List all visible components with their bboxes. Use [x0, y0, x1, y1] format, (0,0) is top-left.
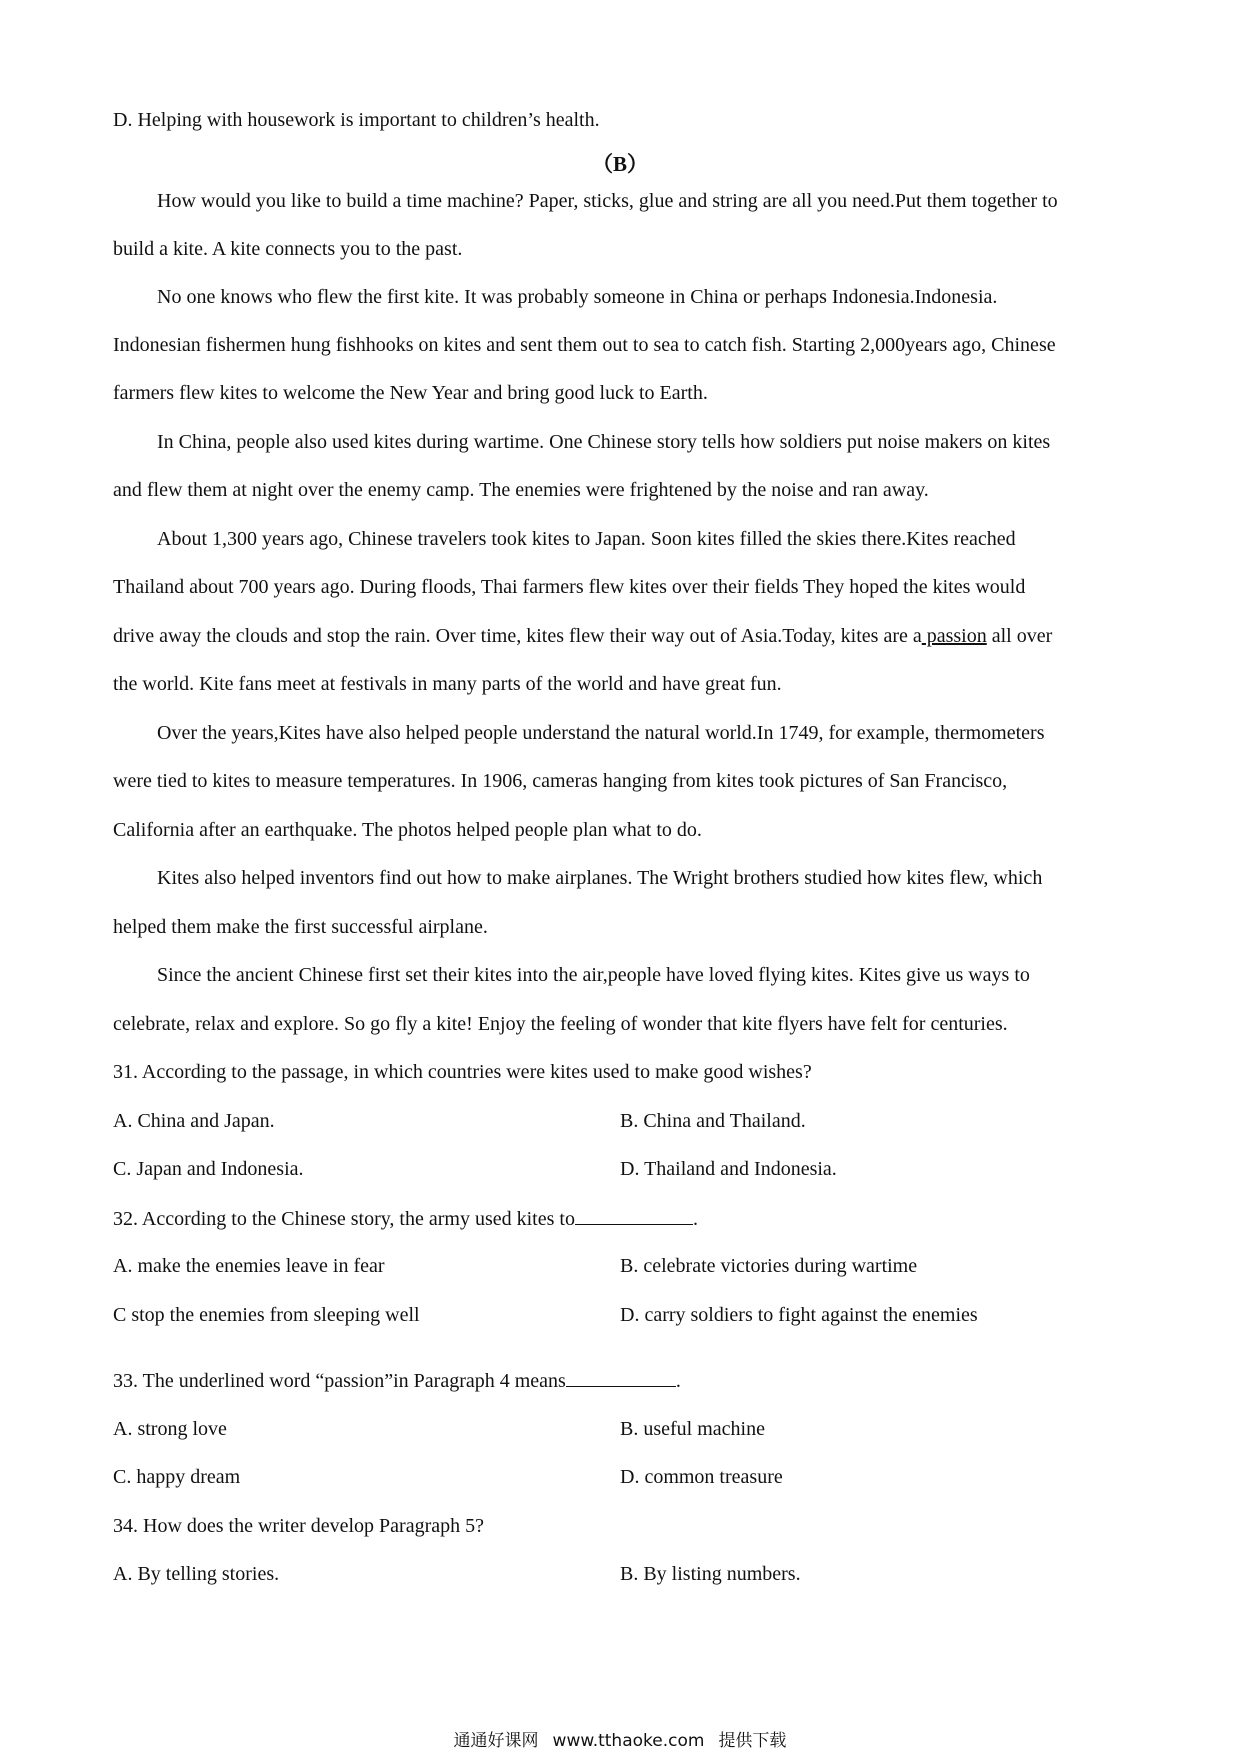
- question-32-option-a: A. make the enemies leave in fear: [113, 1255, 385, 1277]
- passage-line: In China, people also used kites during wartime. One Chinese story tells how soldiers put noise makers on kites: [157, 431, 1051, 453]
- passage-text: drive away the clouds and stop the rain. Over time, kites flew their way out of Asia.Today, kites are a: [113, 625, 922, 647]
- footer-site-name: 通通好课网: [453, 1731, 539, 1751]
- question-31-option-b: B. China and Thailand.: [620, 1110, 806, 1132]
- question-33-stem-end: .: [675, 1370, 681, 1392]
- passage-line: build a kite. A kite connects you to the past.: [113, 238, 463, 260]
- underlined-word-passion: passion: [921, 625, 987, 647]
- section-title: （B）: [591, 152, 648, 176]
- question-32-option-c: C stop the enemies from sleeping well: [113, 1304, 420, 1326]
- answer-blank: [575, 1206, 693, 1225]
- question-33-option-c: C. happy dream: [113, 1466, 241, 1488]
- passage-line: and flew them at night over the enemy camp. The enemies were frightened by the noise and ran away.: [113, 479, 929, 501]
- passage-line: Over the years,Kites have also helped people understand the natural world.In 1749, for example, thermometers: [157, 722, 1045, 744]
- question-32-option-d: D. carry soldiers to fight against the enemies: [620, 1304, 978, 1326]
- question-32-option-b: B. celebrate victories during wartime: [620, 1255, 918, 1277]
- question-33-stem-line: [113, 1368, 1133, 1393]
- passage-line: celebrate, relax and explore. So go fly a kite! Enjoy the feeling of wonder that kite flyers have felt for centuries.: [113, 1013, 1008, 1035]
- passage-line: the world. Kite fans meet at festivals in many parts of the world and have great fun.: [113, 673, 782, 695]
- footer-watermark: [0, 1726, 1240, 1751]
- previous-option-d: D. Helping with housework is important to children’s health.: [113, 109, 600, 131]
- passage-line: farmers flew kites to welcome the New Year and bring good luck to Earth.: [113, 382, 708, 404]
- passage-line: How would you like to build a time machine? Paper, sticks, glue and string are all you need.Put them together to: [157, 190, 1058, 212]
- footer-download-text: 提供下载: [718, 1731, 787, 1751]
- question-34-stem: 34. How does the writer develop Paragraph 5?: [113, 1515, 484, 1537]
- passage-line: California after an earthquake. The photos helped people plan what to do.: [113, 819, 702, 841]
- passage-line: Indonesian fishermen hung fishhooks on kites and sent them out to sea to catch fish. Starting 2,000years ago, Chinese: [113, 334, 1056, 356]
- passage-text: all over: [986, 625, 1053, 647]
- question-34-option-b: B. By listing numbers.: [620, 1563, 801, 1585]
- answer-blank: [566, 1368, 676, 1387]
- question-33-option-a: A. strong love: [113, 1418, 227, 1440]
- passage-line: Kites also helped inventors find out how to make airplanes. The Wright brothers studied how kites flew, which: [157, 867, 1043, 889]
- question-33-option-d: D. common treasure: [620, 1466, 783, 1488]
- passage-line: helped them make the first successful airplane.: [113, 916, 488, 938]
- question-33-stem: 33. The underlined word “passion”in Paragraph 4 means: [113, 1370, 566, 1392]
- passage-line: Since the ancient Chinese first set their kites into the air,people have loved flying kites. Kites give us ways to: [157, 964, 1030, 986]
- footer-url[interactable]: www.tthaoke.com: [552, 1731, 705, 1751]
- question-32-stem-line: [113, 1206, 1133, 1231]
- question-31-option-c: C. Japan and Indonesia.: [113, 1158, 304, 1180]
- passage-line: Thailand about 700 years ago. During floods, Thai farmers flew kites over their fields They hoped the kites would: [113, 576, 1026, 598]
- question-33-option-b: B. useful machine: [620, 1418, 765, 1440]
- question-32-stem: 32. According to the Chinese story, the army used kites to: [113, 1208, 575, 1230]
- question-32-stem-end: .: [692, 1208, 698, 1230]
- question-31-option-d: D. Thailand and Indonesia.: [620, 1158, 837, 1180]
- passage-line-with-underline: [113, 624, 1133, 648]
- question-31-stem: 31. According to the passage, in which countries were kites used to make good wishes?: [113, 1061, 812, 1083]
- passage-line: No one knows who flew the first kite. It was probably someone in China or perhaps Indonesia.Indonesia.: [157, 286, 998, 308]
- question-34-option-a: A. By telling stories.: [113, 1563, 280, 1585]
- passage-line: About 1,300 years ago, Chinese travelers took kites to Japan. Soon kites filled the skies there.Kites reached: [157, 528, 1016, 550]
- passage-line: were tied to kites to measure temperatures. In 1906, cameras hanging from kites took pictures of San Francisco,: [113, 770, 1008, 792]
- question-31-option-a: A. China and Japan.: [113, 1110, 275, 1132]
